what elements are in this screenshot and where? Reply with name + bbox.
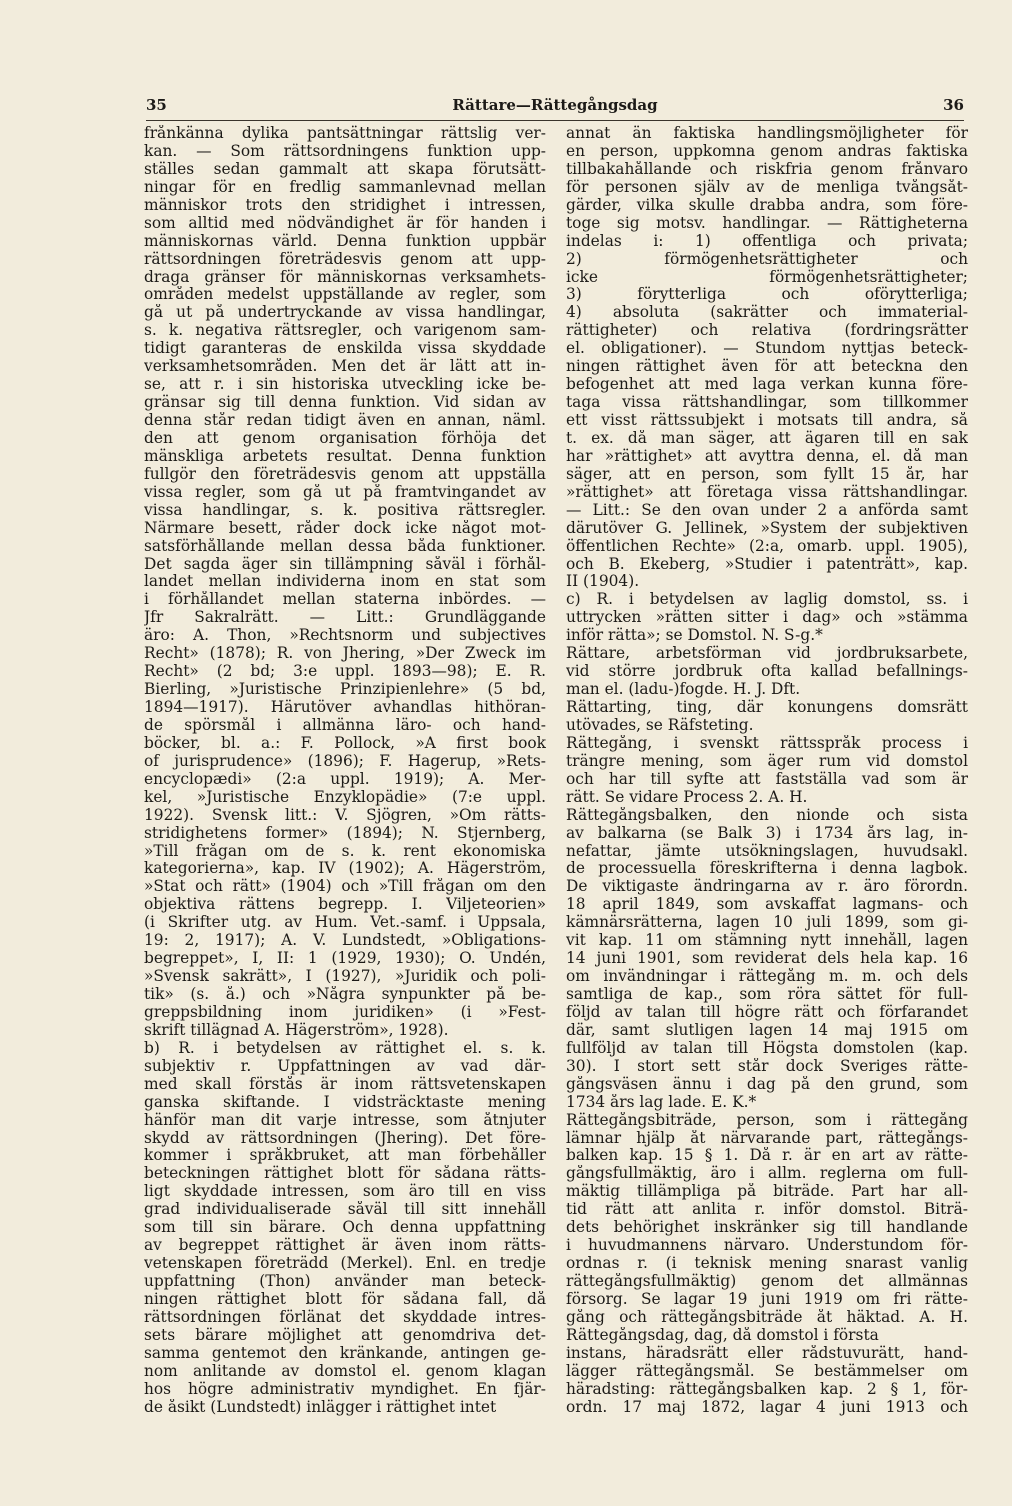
text-line: Bierling, »Juristische Prinzipienlehre» (5 bd, (144, 681, 546, 699)
text-line: of jurisprudence» (1896); F. Hagerup, »Rets- (144, 752, 546, 770)
text-line: tillbakahållande och riskfria genom frånvaro (566, 160, 968, 178)
text-line: utövades, se Räfsteting. (566, 716, 754, 734)
text-line: människor trots den stridighet i intressen, (144, 196, 546, 214)
text-line: de processuella föreskrifterna i denna lagbok. (566, 860, 968, 878)
text-line: rätt. Se vidare Process 2. A. H. (566, 788, 808, 806)
text-line: gränsar sig till denna funktion. Vid sidan av (144, 394, 546, 412)
text-line: uppfattning (Thon) använder man beteck- (144, 1273, 546, 1290)
text-line: ningen rättighet även för att beteckna den (566, 358, 968, 376)
text-line: tik» (s. å.) och »Några synpunkter på be- (144, 986, 546, 1003)
text-line: icke förmögenhetsrättigheter; (566, 268, 968, 286)
page-number-right: 36 (943, 96, 964, 114)
text-line: »rättighet» att företaga vissa rättshandlingar. (566, 483, 968, 501)
text-line: ligt skyddade intressen, som äro till en viss (144, 1183, 546, 1201)
text-line: samma gentemot den kränkande, antingen ge- (144, 1344, 546, 1362)
text-line: Närmare besett, råder dock icke något mot- (144, 519, 546, 537)
text-line: i huvudmannens närvaro. Understundom för- (566, 1237, 968, 1255)
text-line: (i Skrifter utg. av Hum. Vet.-samf. i Uppsala, (144, 914, 546, 932)
text-line: vissa regler, som gå ut på framtvingandet av (144, 483, 546, 501)
text-line: satsförhållande mellan dessa båda funktioner. (144, 537, 546, 555)
text-line: 18 april 1849, som avskaffat lagmans- och (566, 896, 968, 914)
text-line: subjektiv r. Uppfattningen av vad där- (144, 1057, 546, 1075)
text-line: greppsbildning inom juridiken» (i »Fest- (144, 1003, 546, 1021)
text-line: 1922). Svensk litt.: V. Sjögren, »Om rätts- (144, 806, 546, 824)
text-line: gå ut på undertryckande av vissa handlingar, (144, 304, 546, 322)
text-line: vid större jordbruk ofta kallad befallnings- (566, 663, 968, 681)
text-line: de spörsmål i allmänna läro- och hand- (144, 716, 546, 734)
text-line: rättsordningen företrädesvis genom att upp- (144, 250, 546, 268)
text-line: som till sin bärare. Och denna uppfattning (144, 1219, 546, 1237)
text-line: ett visst rättssubjekt i motsats till andra, så (566, 412, 968, 429)
page-header (146, 96, 964, 118)
text-line: gångsfullmäktig, äro i allm. reglerna om full- (566, 1165, 968, 1183)
text-line: Recht» (1878); R. von Jhering, »Der Zweck im (144, 645, 546, 663)
text-line: rättigheter) och relativa (fordringsrätter (566, 322, 968, 340)
text-line: tidigt garanteras de enskilda vissa skyddade (144, 340, 546, 358)
text-line: beteckningen rättighet blott för sådana rätts- (144, 1165, 546, 1183)
text-line: försorg. Se lagar 19 juni 1919 om fri rätte- (566, 1290, 968, 1308)
text-line: s. k. negativa rättsregler, och varigenom sam- (144, 322, 546, 340)
text-line: frånkänna dylika pantsättningar rättslig ver- (144, 125, 546, 142)
text-line: gärder, vilka skulle drabba andra, som före- (566, 196, 968, 214)
text-line: och B. Ekeberg, »Studier i patenträtt», kap. (566, 555, 968, 573)
text-line: sets bärare möjlighet att genomdriva det- (144, 1326, 546, 1344)
text-line: av begreppet rättighet är även inom rätts- (144, 1237, 546, 1255)
text-line: el. obligationer). — Stundom nyttjas beteck- (566, 340, 968, 358)
text-line: denna står redan tidigt även en annan, näml. (144, 412, 546, 429)
text-line: 1734 års lag lade. E. K.* (566, 1093, 757, 1111)
text-line: människornas värld. Denna funktion uppbär (144, 232, 546, 250)
text-line: uttrycken »rätten sitter i dag» och »stämma (566, 609, 968, 627)
text-line: rättegångsfullmäktig) genom det allmännas (566, 1273, 968, 1290)
text-line: Rättegångsdag, dag, då domstol i första (566, 1326, 879, 1344)
text-line: för personen själv av de menliga tvångsåt- (566, 178, 968, 196)
text-line: 30). I stort sett står dock Sveriges rätte- (566, 1057, 968, 1075)
text-line: De viktigaste ändringarna av r. äro förordn. (566, 878, 968, 896)
text-line: Rättegång, i svenskt rättsspråk process i (566, 734, 968, 752)
text-line: t. ex. då man säger, att ägaren till en sak (566, 429, 968, 447)
text-line: Rättare, arbetsförman vid jordbruksarbete, (566, 645, 968, 663)
text-line: böcker, bl. a.: F. Pollock, »A first book (144, 734, 546, 752)
text-line: skrift tillägnad A. Hägerström», 1928). (144, 1021, 449, 1039)
text-line: äro: A. Thon, »Rechtsnorm und subjectives (144, 627, 546, 645)
text-line: objektiva rättens begrepp. I. Viljeteorien» (144, 896, 546, 914)
text-line: kämnärsrätterna, lagen 10 juli 1899, som gi- (566, 914, 968, 932)
text-line: vit kap. 11 om stämning nytt innehåll, lagen (566, 932, 968, 950)
text-line: rättsordningen förlänat det skyddade intres- (144, 1308, 546, 1326)
text-line: draga gränser för människornas verksamhets- (144, 268, 546, 286)
text-line: ganska skiftande. I vidsträcktaste mening (144, 1093, 546, 1111)
text-line: Rättarting, ting, där konungens domsrätt (566, 699, 968, 716)
text-line: av balkarna (se Balk 3) i 1734 års lag, in- (566, 824, 968, 842)
text-line: lämnar hjälp åt närvarande part, rättegångs- (566, 1129, 968, 1147)
text-line: som alltid med nödvändighet är för handen i (144, 214, 546, 232)
text-line: Rättegångsbiträde, person, som i rättegång (566, 1111, 968, 1129)
text-line: »Stat och rätt» (1904) och »Till frågan om den (144, 878, 546, 896)
text-line: med skall förstås är inom rättsvetenskapen (144, 1075, 546, 1093)
text-line: ordnas r. (i teknisk mening snarast vanlig (566, 1255, 968, 1273)
text-line: — Litt.: Se den ovan under 2 a anförda samt (566, 501, 968, 519)
text-line: landet mellan individerna inom en stat som (144, 573, 546, 591)
text-line: Rättegångsbalken, den nionde och sista (566, 806, 968, 824)
text-line: gångsväsen ännu i dag på den grund, som (566, 1075, 968, 1093)
text-line: encyclopædi» (2:a uppl. 1919); A. Mer- (144, 770, 546, 788)
text-line: Recht» (2 bd; 3:e uppl. 1893—98); E. R. (144, 663, 546, 681)
text-line: Det sagda äger sin tillämpning såväl i förhål- (144, 555, 546, 573)
text-line: verksamhetsområden. Men det är lätt att in- (144, 358, 546, 376)
text-line: säger, att en person, som fyllt 15 år, har (566, 465, 968, 483)
text-line: kommer i språkbruket, att man förbehåller (144, 1147, 546, 1165)
header-rule (146, 120, 964, 121)
text-line: följd av talan till högre rätt och förfarandet (566, 1003, 968, 1021)
text-line: 4) absoluta (sakrätter och immaterial- (566, 304, 968, 322)
text-line: Jfr Sakralrätt. — Litt.: Grundläggande (144, 609, 546, 627)
text-line: se, att r. i sin historiska utveckling icke be- (144, 376, 546, 394)
text-line: indelas i: 1) offentliga och privata; (566, 232, 968, 250)
text-line: skydd av rättsordningen (Jhering). Det före- (144, 1129, 546, 1147)
text-line: 3) förytterliga och oförytterliga; (566, 286, 968, 304)
text-line: de åsikt (Lundstedt) inlägger i rättighet intet (144, 1398, 497, 1416)
text-line: ordn. 17 maj 1872, lagar 4 juni 1913 och (566, 1398, 968, 1416)
text-line: 2) förmögenhetsrättigheter och (566, 250, 968, 268)
text-line: gång och rättegångsbiträde åt häktad. A. H. (566, 1308, 968, 1326)
text-line: »Till frågan om de s. k. rent ekonomiska (144, 842, 546, 860)
text-line: b) R. i betydelsen av rättighet el. s. k. (144, 1039, 546, 1057)
text-line: häradsting: rättegångsbalken kap. 2 § 1, för- (566, 1380, 968, 1398)
text-line: lägger rättegångsmål. Se bestämmelser om (566, 1362, 968, 1380)
text-line: områden medelst uppställande av regler, som (144, 286, 546, 304)
text-line: där, samt slutligen lagen 14 maj 1915 om (566, 1021, 968, 1039)
right-column (566, 125, 968, 1417)
text-line: därutöver G. Jellinek, »System der subjektiven (566, 519, 968, 537)
text-line: annat än faktiska handlingsmöjligheter för (566, 125, 968, 142)
text-line: nefattar, jämte utsökningslagen, huvudsakl. (566, 842, 968, 860)
text-line: inför rätta»; se Domstol. N. S-g.* (566, 627, 823, 645)
text-line: kategorierna», kap. IV (1902); A. Hägerström, (144, 860, 546, 878)
text-line: 14 juni 1901, som reviderat dels hela kap. 16 (566, 950, 968, 968)
text-line: toge sig motsv. handlingar. — Rättigheterna (566, 214, 968, 232)
text-line: vetenskapen företrädd (Merkel). Enl. en tredje (144, 1255, 546, 1273)
text-line: grad individualiserade såväl till sitt innehåll (144, 1201, 546, 1219)
text-line: begreppet», I, II: 1 (1929, 1930); Ö. Undén, (144, 950, 546, 968)
text-line: 1894—1917). Härutöver avhandlas hithöran- (144, 699, 546, 716)
text-line: befogenhet att med laga verkan kunna före- (566, 376, 968, 394)
text-line: mäktig tillämpliga på biträde. Part har all- (566, 1183, 968, 1201)
text-line: ningen rättighet blott för sådana fall, då (144, 1290, 546, 1308)
text-line: c) R. i betydelsen av laglig domstol, ss. i (566, 591, 968, 609)
text-line: kel, »Juristische Enzyklopädie» (7:e uppl. (144, 788, 546, 806)
text-line: trängre mening, som äger rum vid domstol (566, 752, 968, 770)
text-line: II (1904). (566, 573, 640, 591)
text-line: 19: 2, 1917); A. V. Lundstedt, »Obligations- (144, 932, 546, 950)
text-line: balken kap. 15 § 1. Då r. är en art av rätte- (566, 1147, 968, 1165)
text-line: fullgör den företrädesvis genom att uppställa (144, 465, 546, 483)
text-line: öffentlichen Rechte» (2:a, omarb. uppl. 1905), (566, 537, 968, 555)
text-line: man el. (ladu-)fogde. H. J. Dft. (566, 681, 801, 699)
text-line: och har till syfte att fastställa vad som är (566, 770, 968, 788)
text-line: ningar för en fredlig sammanlevnad mellan (144, 178, 546, 196)
text-line: vissa handlingar, s. k. positiva rättsregler. (144, 501, 546, 519)
text-line: dets behörighet inskränker sig till handlande (566, 1219, 968, 1237)
text-line: i förhållandet mellan staterna inbördes. — (144, 591, 546, 609)
text-line: mänskliga arbetets resultat. Denna funktion (144, 447, 546, 465)
page-number-left: 35 (146, 96, 167, 114)
text-line: taga vissa rättshandlingar, som tillkommer (566, 394, 968, 412)
text-line: om invändningar i rättegång m. m. och dels (566, 968, 968, 986)
text-line: nom anlitande av domstol el. genom klagan (144, 1362, 546, 1380)
text-line: instans, häradsrätt eller rådstuvurätt, hand- (566, 1344, 968, 1362)
running-title: Rättare—Rättegångsdag (452, 96, 658, 114)
text-line: den att genom organisation förhöja det (144, 429, 546, 447)
text-line: ställes sedan gammalt att skapa förutsätt- (144, 160, 546, 178)
left-column (144, 125, 546, 1417)
text-line: »Svensk sakrätt», I (1927), »Juridik och poli- (144, 968, 546, 986)
text-line: hänför man dit varje intresse, som åtnjuter (144, 1111, 546, 1129)
text-line: fullföljd av talan till Högsta domstolen (kap. (566, 1039, 968, 1057)
text-line: samtliga de kap., som röra sättet för full- (566, 986, 968, 1003)
text-line: stridighetens former» (1894); N. Stjernberg, (144, 824, 546, 842)
text-line: en person, uppkomna genom andras faktiska (566, 142, 968, 160)
text-line: har »rättighet» att avyttra denna, el. då man (566, 447, 968, 465)
text-line: hos högre administrativ myndighet. En fjär- (144, 1380, 546, 1398)
text-line: tid rätt att anlita r. inför domstol. Biträ- (566, 1201, 968, 1219)
text-line: kan. — Som rättsordningens funktion upp- (144, 142, 546, 160)
